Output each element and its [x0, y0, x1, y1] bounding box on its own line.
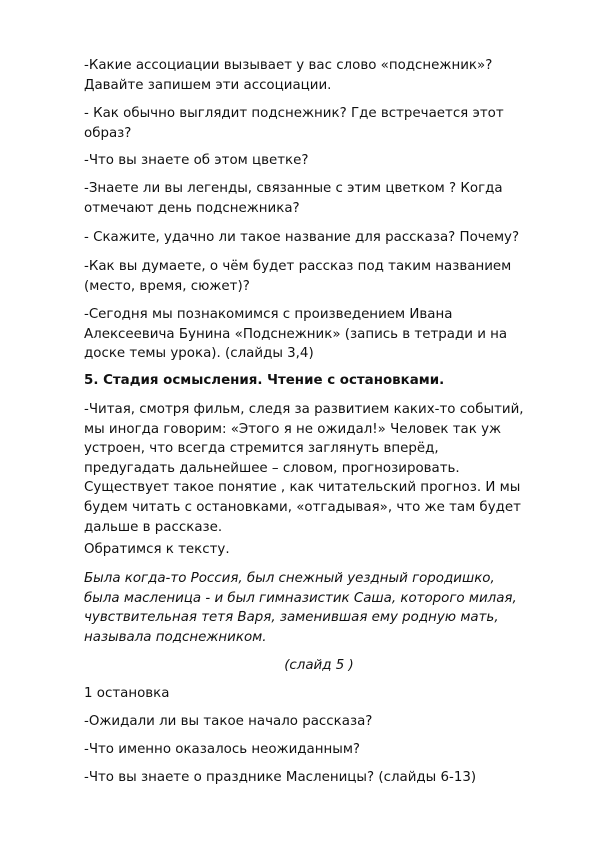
question-appearance: - Как обычно выглядит подснежник? Где встречается этот образ? — [84, 106, 504, 141]
stop-label: 1 остановка — [84, 686, 170, 701]
question-associations: -Какие ассоциации вызывает у вас слово «подснежник»? Давайте запишем эти ассоциации. — [84, 58, 493, 93]
question-story-prediction: -Как вы думаете, о чём будет рассказ под таким названием (место, время, сюжет)? — [84, 259, 512, 294]
story-excerpt: Была когда-то Россия, был снежный уездный городишко, была масленица - и был гимназистик Саша, которого милая, чувствительная тетя Варя, заменившая ему родную мать, называла подснежником. — [84, 571, 517, 645]
section-heading: 5. Стадия осмысления. Чтение с остановками. — [84, 373, 445, 388]
question-maslenitsa: -Что вы знаете о празднике Масленицы? (слайды 6-13) — [84, 770, 477, 785]
slide-reference: (слайд 5 ) — [284, 658, 354, 673]
reading-forecast-text: -Читая, смотря фильм, следя за развитием каких-то событий, мы иногда говорим: «Этого я не ожидал!» Человек так уж устроен, что всегда стремится заглянуть вперёд, предугадать дальнейшее – словом, прогнозировать. Существует такое понятие , как читательский прогноз. И мы будем читать с остановками, «отгадывая», что же там будет дальше в рассказе. — [84, 402, 524, 535]
question-unexpected: -Что именно оказалось неожиданным? — [84, 742, 361, 757]
question-title: - Скажите, удачно ли такое название для рассказа? Почему? — [84, 230, 520, 245]
intro-bunin: -Сегодня мы познакомимся с произведением Ивана Алексеевича Бунина «Подснежник» (запись в тетради и на доске темы урока). (слайды 3,4) — [84, 307, 508, 362]
question-flower-knowledge: -Что вы знаете об этом цветке? — [84, 153, 309, 168]
turn-to-text: Обратимся к тексту. — [84, 542, 230, 557]
question-legends: -Знаете ли вы легенды, связанные с этим цветком ? Когда отмечают день подснежника? — [84, 181, 503, 216]
question-expected-start: -Ожидали ли вы такое начало рассказа? — [84, 714, 373, 729]
